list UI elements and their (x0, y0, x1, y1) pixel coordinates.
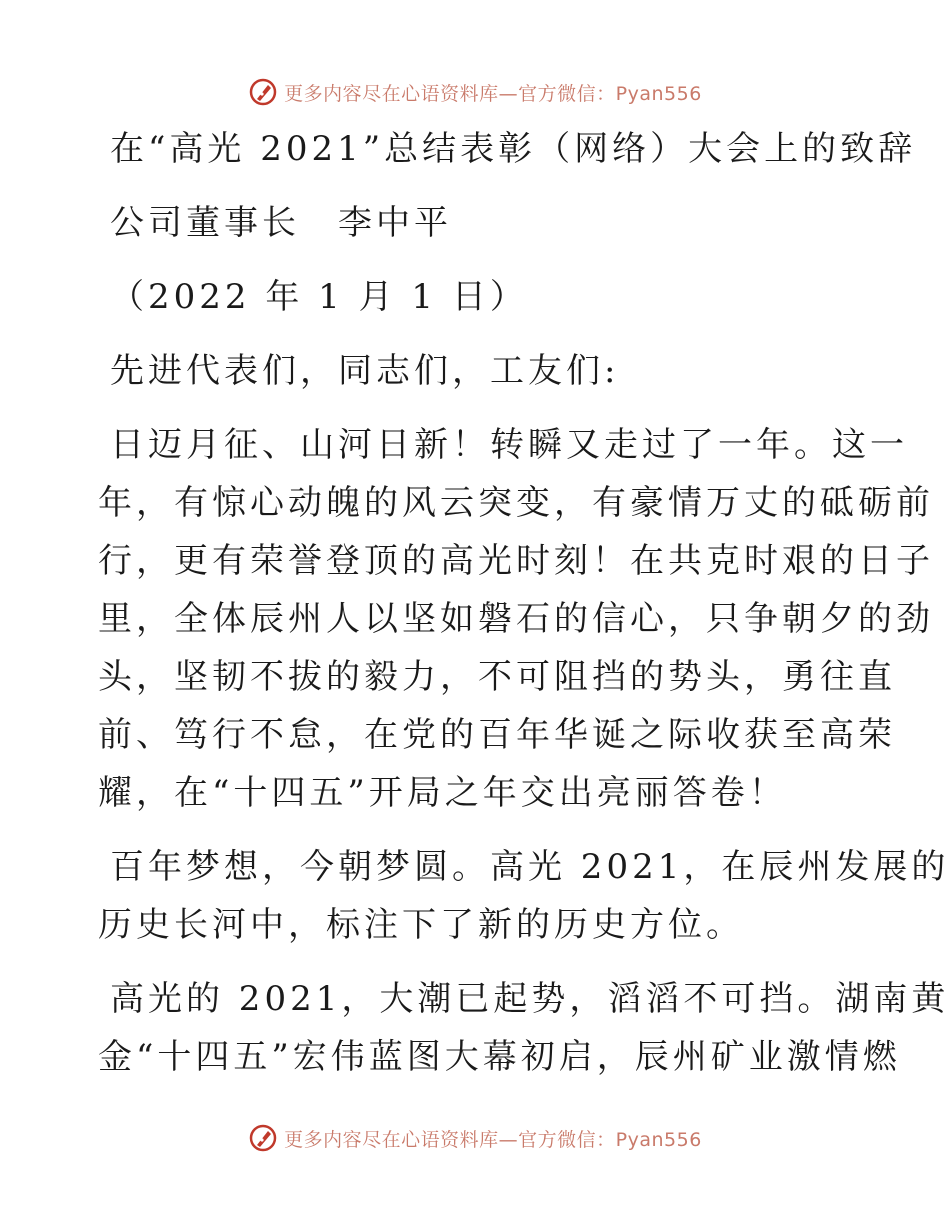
paragraph-line: 金“十四五”宏伟蓝图大幕初启，辰州矿业激情燃 (98, 1037, 901, 1077)
paragraph-line: 日迈月征、山河日新！转瞬又走过了一年。这一 (110, 425, 908, 465)
paragraph (98, 838, 950, 954)
paragraph-line: 高光的 2021，大潮已起势，滔滔不可挡。湖南黄 (110, 979, 950, 1019)
paragraph-line: 前、笃行不怠，在党的百年华诞之际收获至高荣 (98, 715, 896, 755)
paragraph-line: 里，全体辰州人以坚如磐石的信心，只争朝夕的劲 (98, 599, 934, 639)
paragraph-line: 历史长河中，标注下了新的历史方位。 (98, 905, 744, 945)
paragraph-line: 年，有惊心动魄的风云突变，有豪情万丈的砥砺前 (98, 483, 934, 523)
watermark-text: 更多内容尽在心语资料库—官方微信：Pyan556 (284, 1128, 702, 1151)
paragraph-line: 耀，在“十四五”开局之年交出亮丽答卷！ (98, 773, 787, 813)
speaker-line: 公司董事长 李中平 (110, 203, 452, 243)
document-body (98, 120, 950, 1086)
watermark-footer (0, 1118, 950, 1158)
paragraph-line: 行，更有荣誉登顶的高光时刻！在共克时艰的日子 (98, 541, 934, 581)
salutation: 先进代表们，同志们，工友们: (110, 351, 620, 391)
paragraph-line: 头，坚韧不拔的毅力，不可阻挡的势头，勇往直 (98, 657, 896, 697)
document-title: 在“高光 2021”总结表彰（网络）大会上的致辞 (110, 129, 917, 169)
pen-nib-logo-icon (248, 1123, 278, 1153)
paragraph (98, 970, 950, 1086)
pen-nib-logo-icon (248, 77, 278, 107)
paragraph (98, 416, 934, 822)
watermark-text: 更多内容尽在心语资料库—官方微信：Pyan556 (284, 82, 702, 105)
date-line: （2022 年 1 月 1 日） (110, 277, 528, 317)
watermark-header (0, 72, 950, 112)
paragraph-line: 百年梦想，今朝梦圆。高光 2021，在辰州发展的 (110, 847, 950, 887)
